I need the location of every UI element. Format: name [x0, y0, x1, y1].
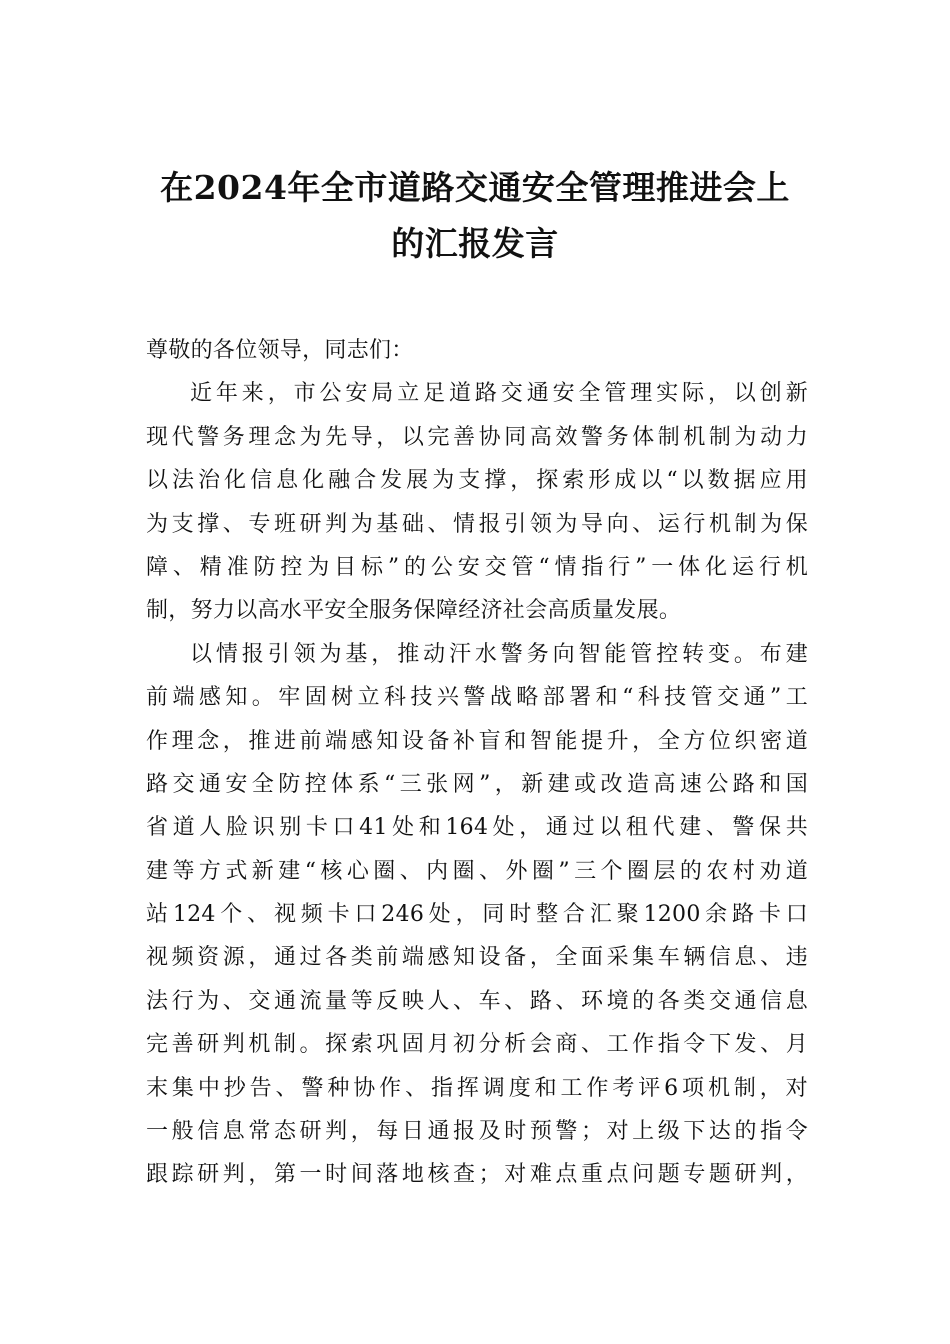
paragraph-2-line: 前端感知。牢固树立科技兴警战略部署和“科技管交通”工 [146, 685, 808, 711]
paragraph-2-line: 跟踪研判，第一时间落地核查；对难点重点问题专题研判， [146, 1162, 808, 1188]
paragraph-1-line: 以法治化信息化融合发展为支撑，探索形成以“以数据应用 [146, 468, 808, 494]
document-title [120, 160, 830, 272]
paragraph-1-line: 为支撑、专班研判为基础、情报引领为导向、运行机制为保 [146, 511, 808, 537]
title-line-1: 在2024年全市道路交通安全管理推进会上 [160, 168, 790, 207]
salutation: 尊敬的各位领导，同志们： [146, 338, 414, 363]
paragraph-2-line: 末集中抄告、警种协作、指挥调度和工作考评6项机制，对 [146, 1075, 808, 1101]
document-body [146, 329, 808, 1197]
paragraph-2-line: 视频资源，通过各类前端感知设备，全面采集车辆信息、违 [146, 945, 808, 971]
paragraph-2-line: 法行为、交通流量等反映人、车、路、环境的各类交通信息 [146, 988, 808, 1014]
title-line-2: 的汇报发言 [391, 224, 559, 263]
paragraph-2-line: 作理念，推进前端感知设备补盲和智能提升，全方位织密道 [146, 728, 808, 754]
paragraph-1-line: 制，努力以高水平安全服务保障经济社会高质量发展。 [146, 598, 682, 624]
paragraph-2-line: 建等方式新建“核心圈、内圈、外圈”三个圈层的农村劝道 [146, 858, 808, 884]
paragraph-2-line: 完善研判机制。探索巩固月初分析会商、工作指令下发、月 [146, 1032, 808, 1058]
paragraph-2-line: 省道人脸识别卡口41处和164处，通过以租代建、警保共 [146, 815, 808, 841]
paragraph-2-line: 站124个、视频卡口246处，同时整合汇聚1200余路卡口 [146, 902, 808, 928]
paragraph-2-line: 路交通安全防控体系“三张网”，新建或改造高速公路和国 [146, 771, 808, 797]
paragraph-1-line: 现代警务理念为先导，以完善协同高效警务体制机制为动力 [146, 424, 808, 450]
paragraph-2-line: 以情报引领为基，推动汗水警务向智能管控转变。布建 [190, 641, 808, 667]
paragraph-1-line: 障、精准防控为目标”的公安交管“情指行”一体化运行机 [146, 554, 808, 580]
paragraph-2-line: 一般信息常态研判，每日通报及时预警；对上级下达的指令 [146, 1119, 808, 1145]
paragraph-1-line: 近年来，市公安局立足道路交通安全管理实际，以创新 [190, 381, 808, 407]
